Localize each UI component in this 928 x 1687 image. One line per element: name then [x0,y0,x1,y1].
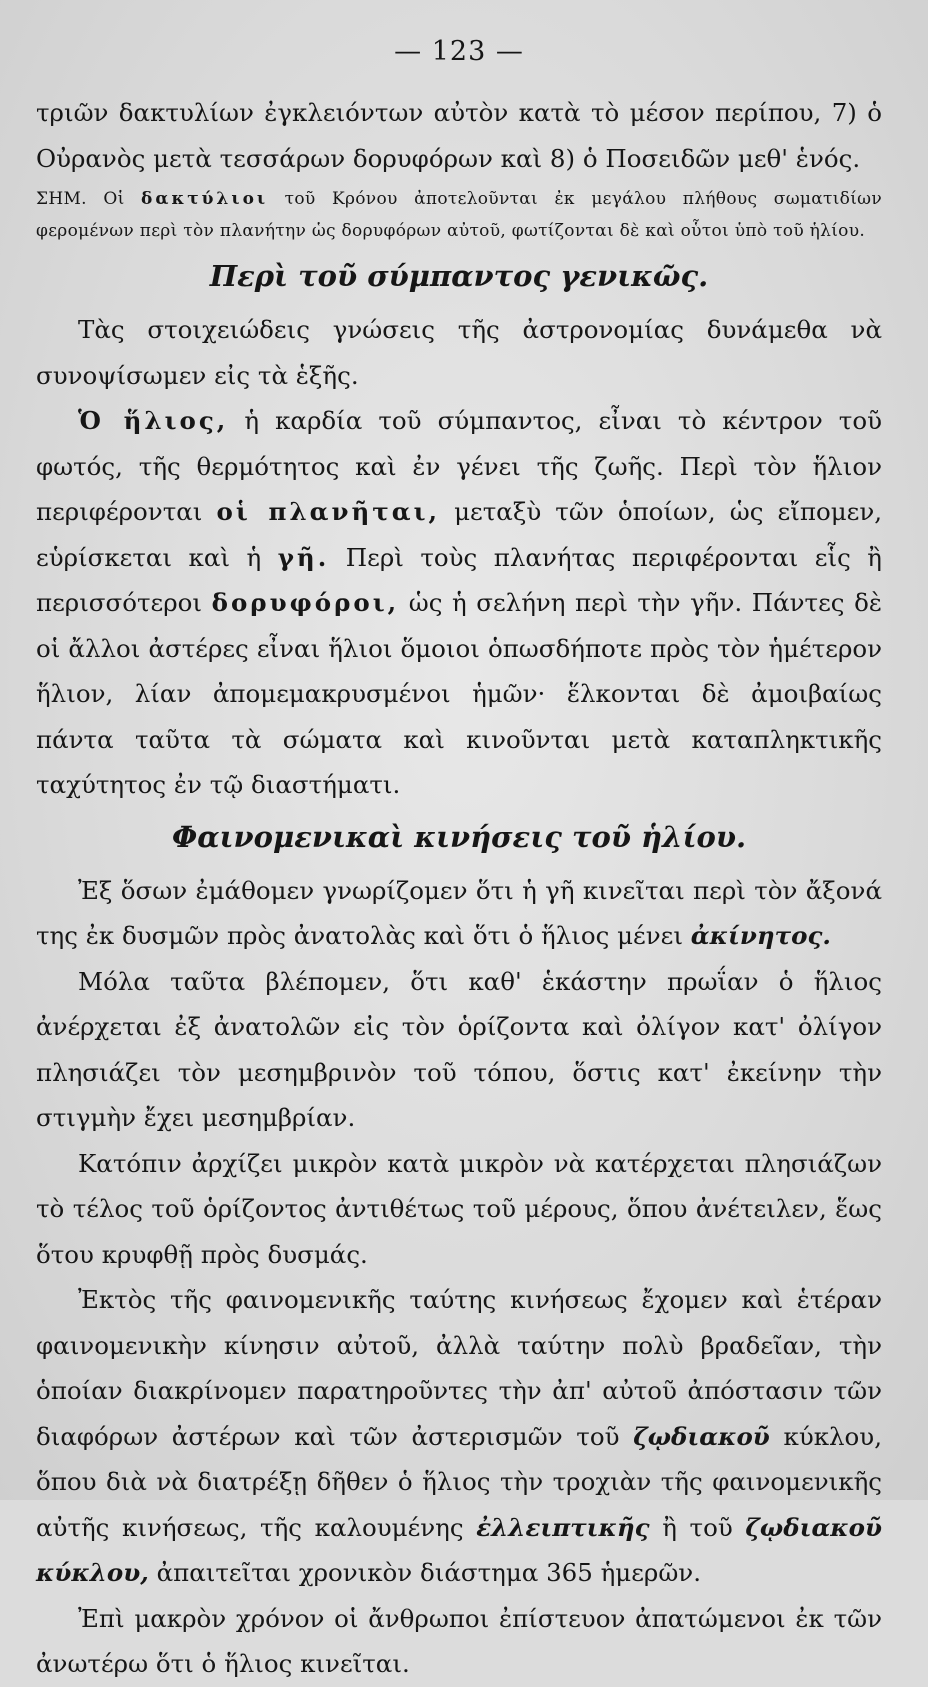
term-sun: Ὁ ἥλιος, [78,406,229,435]
universe-text-4: ὡς ἡ σελήνη περὶ τὴν γῆν. Πάντες δὲ οἱ ἄλλοι ἀστέρες εἶναι ἥλιοι ὅμοιοι ὁπωσδήποτε πρὸς τὸν ἡμέτερον ἥλιον, λίαν ἀπομεμακρυσμένοι ἡμῶν· ἕλκονται δὲ ἀμοιβαίως πάντα ταῦτα τὰ σώματα καὶ κινοῦνται μετὰ καταπληκτικῆς ταχύτητος ἐν τῷ διαστήματι. [36,588,882,799]
motions-paragraph-1 [36,868,882,959]
note-text: τοῦ Κρόνου ἀποτελοῦνται ἐκ μεγάλου πλήθους σωματιδίων φερομένων περὶ τὸν πλανήτην ὡς δορυφόρων αὐτοῦ, φωτίζονται δὲ καὶ οὗτοι ὑπὸ τοῦ ἡλίου. [36,189,882,241]
page-number: — 123 — [394,36,524,67]
section-heading-sun-motions: Φαινομενικαὶ κινήσεις τοῦ ἡλίου. [171,819,747,854]
note-label: ΣΗΜ. [36,189,87,209]
motions-text-4c: ἢ τοῦ [662,1512,733,1542]
term-motionless: ἀκίνητος. [690,921,831,950]
term-ecliptic: ἐλλειπτικῆς [476,1512,650,1542]
universe-paragraph-2 [36,398,882,808]
term-zodiac-circle: ζῳδιακοῦ κύκλου, [36,1512,882,1587]
term-satellites: δορυφόροι, [211,588,400,617]
intro-paragraph: τριῶν δακτυλίων ἐγκλειόντων αὐτὸν κατὰ τὸ μέσον περίπου, 7) ὁ Οὐρανὸς μετὰ τεσσάρων δορυφόρων καὶ 8) ὁ Ποσειδῶν μεθ' ἑνός. [36,98,882,173]
term-planets: οἱ πλανῆται, [216,497,441,526]
universe-text-3: Περὶ τοὺς πλανήτας περιφέρονται εἷς ἢ περισσότεροι [36,542,882,617]
note-pre: Οἱ [103,189,125,209]
universe-text-2: μεταξὺ τῶν ὁποίων, ὡς εἴπομεν, εὑρίσκεται καὶ ἡ [36,497,882,572]
footnote [36,183,882,247]
section-heading-universe: Περὶ τοῦ σύμπαντος γενικῶς. [209,259,709,293]
motions-text-4d: ἀπαιτεῖται χρονικὸν διάστημα 365 ἡμερῶν. [156,1558,701,1587]
motions-text-4b: κύκλου, ὅπου διὰ νὰ διατρέξῃ δῆθεν ὁ ἥλιος τὴν τροχιὰν τῆς φαινομενικῆς αὐτῆς κινήσεως, τῆς καλουμένης [36,1421,882,1542]
motions-paragraph-5: Ἐπὶ μακρὸν χρόνον οἱ ἄνθρωποι ἐπίστευον ἀπατώμενοι ἐκ τῶν ἀνωτέρω ὅτι ὁ ἥλιος κινεῖται. [36,1603,882,1678]
note-term: δακτύλιοι [141,189,269,209]
universe-text-1: ἡ καρδία τοῦ σύμπαντος, εἶναι τὸ κέντρον τοῦ φωτός, τῆς θερμότητος καὶ ἐν γένει τῆς ζωῆς. Περὶ τὸν ἥλιον περιφέρονται [36,406,883,526]
motions-paragraph-2: Μόλα ταῦτα βλέπομεν, ὅτι καθ' ἑκάστην πρωΐαν ὁ ἥλιος ἀνέρχεται ἐξ ἀνατολῶν εἰς τὸν ὁρίζοντα καὶ ὀλίγον κατ' ὀλίγον πλησιάζει τὸν μεσημβρινὸν τοῦ τόπου, ὅστις κατ' ἐκείνην τὴν στιγμὴν ἔχει μεσημβρίαν. [36,966,882,1132]
motions-paragraph-4 [36,1277,882,1596]
motions-text-4a: Ἐκτὸς τῆς φαινομενικῆς ταύτης κινήσεως ἔχομεν καὶ ἑτέραν φαινομενικὴν κίνησιν αὐτοῦ, ἀλλὰ ταύτην πολὺ βραδεῖαν, τὴν ὁποίαν διακρίνομεν παρατηροῦντες τὴν ἀπ' αὐτοῦ ἀπόστασιν τῶν διαφόρων ἀστέρων καὶ τῶν ἀστερισμῶν τοῦ [36,1285,882,1451]
universe-paragraph-1: Τὰς στοιχειώδεις γνώσεις τῆς ἀστρονομίας δυνάμεθα νὰ συνοψίσωμεν εἰς τὰ ἑξῆς. [36,315,882,390]
term-earth: γῆ. [277,542,330,572]
motions-paragraph-3: Κατόπιν ἀρχίζει μικρὸν κατὰ μικρὸν νὰ κατέρχεται πλησιάζων τὸ τέλος τοῦ ὁρίζοντος ἀντιθέτως τοῦ μέρους, ὅπου ἀνέτειλεν, ἕως ὅτου κρυφθῇ πρὸς δυσμάς. [36,1148,882,1269]
motions-text-1: Ἐξ ὅσων ἐμάθομεν γνωρίζομεν ὅτι ἡ γῆ κινεῖται περὶ τὸν ἄξονά της ἐκ δυσμῶν πρὸς ἀνατολὰς καὶ ὅτι ὁ ἥλιος μένει [36,875,882,950]
term-zodiac: ζῳδιακοῦ [633,1421,770,1451]
